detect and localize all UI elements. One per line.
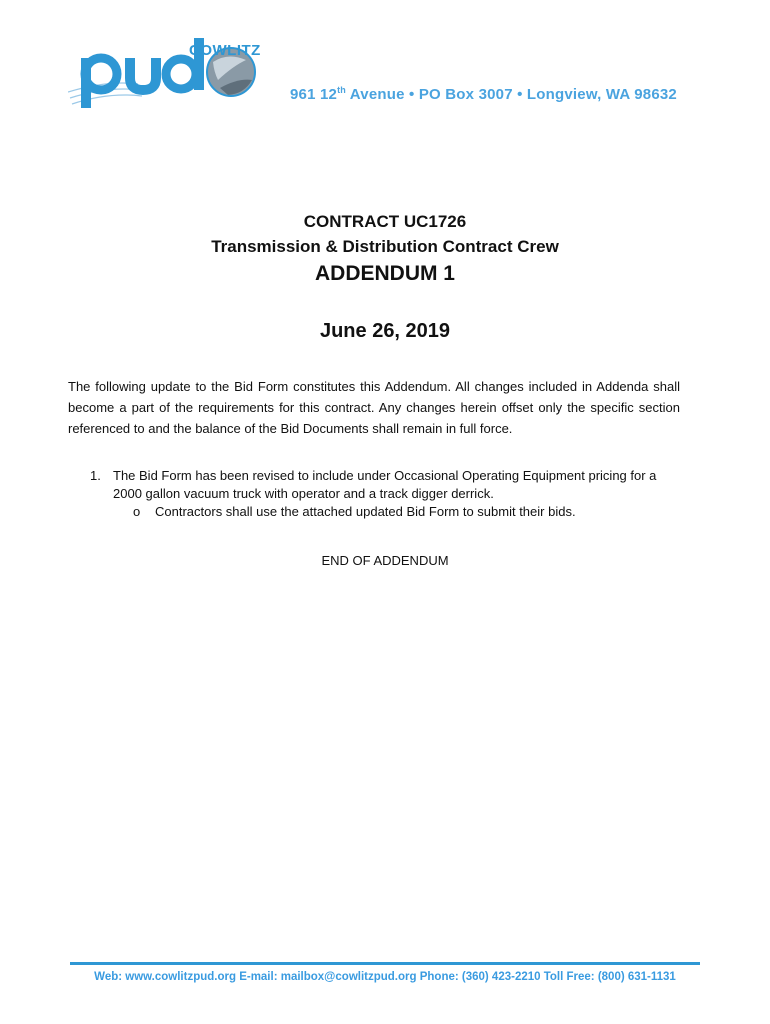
- logo-graphic: [68, 22, 258, 114]
- sub-bullet-icon: o: [133, 504, 141, 519]
- address-ordinal: th: [337, 85, 346, 95]
- list-item-text: The Bid Form has been revised to include under Occasional Operating Equipment pricing for a 2000 gallon vacuum truck with operator and a track digger derrick.: [113, 468, 657, 501]
- end-of-addendum: END OF ADDENDUM: [321, 553, 449, 568]
- list-item-number: 1.: [90, 468, 101, 483]
- contract-subtitle: Transmission & Distribution Contract Crew: [211, 237, 559, 256]
- intro-paragraph: The following update to the Bid Form constitutes this Addendum. All changes included in Addenda shall become a part of the requirements for this contract. Any changes herein offset only the specific section referenced to and the balance of the Bid Documents shall remain in full force.: [68, 379, 680, 436]
- address-number: 961 12: [290, 86, 338, 103]
- addendum-date: June 26, 2019: [319, 320, 451, 342]
- sub-list-item: [133, 503, 576, 521]
- sub-list-item-text: Contractors shall use the attached updated Bid Form to submit their bids.: [155, 504, 576, 519]
- company-address: [290, 85, 677, 103]
- footer-contact: Web: www.cowlitzpud.org E-mail: mailbox@cowlitzpud.org Phone: (360) 423-2210 Toll Free: (800) 631-1131: [94, 971, 676, 983]
- addendum-title: ADDENDUM 1: [314, 262, 455, 285]
- footer-divider: [70, 962, 700, 965]
- cowlitz-pud-logo: [68, 22, 261, 114]
- address-rest: Avenue • PO Box 3007 • Longview, WA 98632: [346, 86, 677, 103]
- contract-number: CONTRACT UC1726: [303, 212, 467, 231]
- logo-cowlitz-text: COWLITZ: [189, 42, 261, 59]
